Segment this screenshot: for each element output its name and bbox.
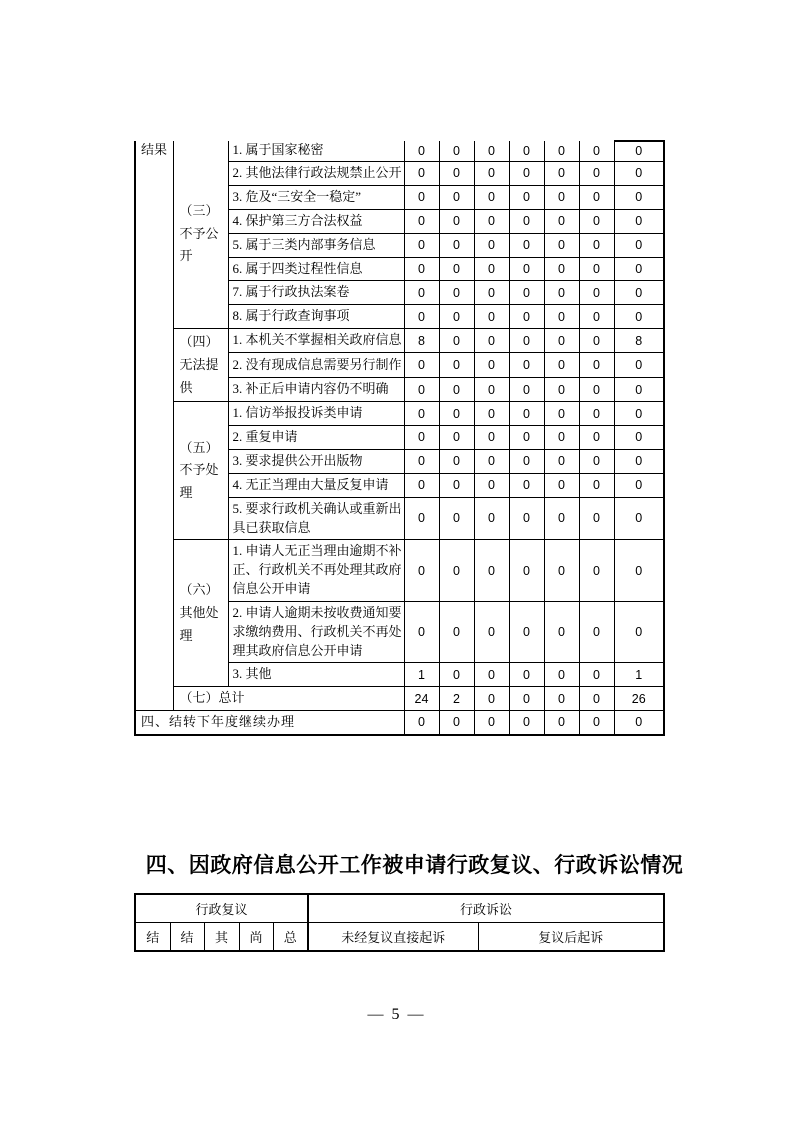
- carryover-value-cell: 0: [614, 711, 664, 735]
- value-cell: 0: [474, 305, 509, 329]
- sub-header-cell: 未经复议直接起诉: [308, 923, 478, 952]
- value-cell: 0: [474, 601, 509, 663]
- value-cell: 0: [614, 426, 664, 450]
- value-cell: 0: [439, 305, 474, 329]
- row-label-cell: 6. 属于四类过程性信息: [228, 257, 404, 281]
- value-cell: 0: [579, 141, 614, 162]
- carryover-value-cell: 0: [404, 711, 439, 735]
- value-cell: 8: [614, 329, 664, 353]
- value-cell: 0: [509, 497, 544, 540]
- row-label-cell: 7. 属于行政执法案卷: [228, 281, 404, 305]
- table-row: [135, 141, 664, 162]
- value-cell: 0: [544, 162, 579, 186]
- value-cell: 0: [439, 449, 474, 473]
- value-cell: 0: [544, 233, 579, 257]
- value-cell: 0: [544, 353, 579, 377]
- table-row: [135, 402, 664, 426]
- value-cell: 0: [404, 162, 439, 186]
- carryover-value-cell: 0: [509, 711, 544, 735]
- value-cell: 0: [579, 449, 614, 473]
- value-cell: 0: [474, 426, 509, 450]
- total-value-cell: 0: [579, 687, 614, 711]
- row-label-cell: 2. 申请人逾期未按收费通知要求缴纳费用、行政机关不再处理其政府信息公开申请: [228, 601, 404, 663]
- value-cell: 0: [404, 185, 439, 209]
- value-cell: 0: [439, 162, 474, 186]
- value-cell: 0: [579, 257, 614, 281]
- row-label-cell: 3. 其他: [228, 663, 404, 687]
- value-cell: 0: [439, 377, 474, 401]
- value-cell: 0: [509, 162, 544, 186]
- value-cell: 0: [614, 601, 664, 663]
- value-cell: 0: [474, 353, 509, 377]
- value-cell: 0: [439, 209, 474, 233]
- total-value-cell: 0: [474, 687, 509, 711]
- value-cell: 0: [544, 540, 579, 602]
- value-cell: 0: [579, 305, 614, 329]
- value-cell: 0: [474, 329, 509, 353]
- value-cell: 0: [439, 540, 474, 602]
- value-cell: 0: [439, 257, 474, 281]
- value-cell: 0: [579, 663, 614, 687]
- value-cell: 0: [509, 305, 544, 329]
- value-cell: 0: [579, 209, 614, 233]
- value-cell: 0: [614, 377, 664, 401]
- value-cell: 0: [404, 281, 439, 305]
- value-cell: 0: [579, 497, 614, 540]
- row-label-cell: 1. 信访举报投诉类申请: [228, 402, 404, 426]
- value-cell: 0: [509, 402, 544, 426]
- value-cell: 0: [614, 141, 664, 162]
- value-cell: 0: [614, 233, 664, 257]
- value-cell: 0: [439, 402, 474, 426]
- group-label-cell: （三）不予公开: [173, 141, 228, 329]
- value-cell: 0: [544, 426, 579, 450]
- value-cell: 0: [544, 601, 579, 663]
- value-cell: 0: [509, 377, 544, 401]
- value-cell: 0: [544, 185, 579, 209]
- value-cell: 0: [544, 281, 579, 305]
- value-cell: 0: [544, 257, 579, 281]
- table-row: [135, 687, 664, 711]
- value-cell: 0: [404, 426, 439, 450]
- value-cell: 0: [404, 141, 439, 162]
- value-cell: 0: [614, 185, 664, 209]
- side-label-cell: 结果: [135, 141, 173, 711]
- value-cell: 0: [509, 449, 544, 473]
- value-cell: 0: [474, 257, 509, 281]
- value-cell: 0: [544, 209, 579, 233]
- value-cell: 0: [579, 162, 614, 186]
- row-label-cell: 2. 重复申请: [228, 426, 404, 450]
- total-value-cell: 0: [544, 687, 579, 711]
- value-cell: 0: [579, 233, 614, 257]
- value-cell: 0: [579, 329, 614, 353]
- row-label-cell: 8. 属于行政查询事项: [228, 305, 404, 329]
- sub-header-cell: 其: [204, 923, 239, 952]
- value-cell: 0: [439, 353, 474, 377]
- value-cell: 0: [474, 209, 509, 233]
- carryover-label-cell: 四、结转下年度继续办理: [135, 711, 404, 735]
- value-cell: 0: [509, 233, 544, 257]
- value-cell: 0: [404, 353, 439, 377]
- value-cell: 0: [404, 377, 439, 401]
- value-cell: 0: [509, 185, 544, 209]
- value-cell: 0: [614, 353, 664, 377]
- value-cell: 0: [404, 402, 439, 426]
- value-cell: 1: [614, 663, 664, 687]
- column-group-cell: 行政诉讼: [308, 894, 664, 923]
- value-cell: 0: [544, 473, 579, 497]
- value-cell: 0: [439, 185, 474, 209]
- value-cell: 0: [474, 497, 509, 540]
- value-cell: 0: [579, 540, 614, 602]
- value-cell: 0: [474, 402, 509, 426]
- sub-header-cell: 总: [273, 923, 308, 952]
- value-cell: 0: [474, 449, 509, 473]
- value-cell: 0: [474, 141, 509, 162]
- value-cell: 0: [474, 473, 509, 497]
- value-cell: 0: [614, 209, 664, 233]
- value-cell: 0: [614, 162, 664, 186]
- row-label-cell: 1. 本机关不掌握相关政府信息: [228, 329, 404, 353]
- review-litigation-table: [134, 893, 665, 952]
- value-cell: 0: [404, 449, 439, 473]
- value-cell: 0: [579, 353, 614, 377]
- results-table: [134, 140, 665, 736]
- column-group-cell: 行政复议: [135, 894, 308, 923]
- table-row: [135, 711, 664, 735]
- value-cell: 0: [544, 663, 579, 687]
- table-row: [135, 329, 664, 353]
- value-cell: 0: [614, 281, 664, 305]
- row-label-cell: 1. 属于国家秘密: [228, 141, 404, 162]
- sub-header-cell: 结: [135, 923, 170, 952]
- row-label-cell: 3. 补正后申请内容仍不明确: [228, 377, 404, 401]
- value-cell: 8: [404, 329, 439, 353]
- row-label-cell: 2. 没有现成信息需要另行制作: [228, 353, 404, 377]
- value-cell: 0: [509, 353, 544, 377]
- value-cell: 0: [544, 449, 579, 473]
- value-cell: 0: [579, 402, 614, 426]
- value-cell: 0: [509, 663, 544, 687]
- value-cell: 0: [509, 426, 544, 450]
- value-cell: 0: [579, 473, 614, 497]
- row-label-cell: 5. 属于三类内部事务信息: [228, 233, 404, 257]
- page-number: — 5 —: [367, 1006, 426, 1023]
- value-cell: 0: [474, 185, 509, 209]
- sub-header-cell: 复议后起诉: [478, 923, 664, 952]
- value-cell: 0: [509, 540, 544, 602]
- value-cell: 0: [439, 281, 474, 305]
- value-cell: 0: [404, 305, 439, 329]
- value-cell: 0: [474, 233, 509, 257]
- sub-header-cell: 结: [170, 923, 204, 952]
- value-cell: 0: [439, 426, 474, 450]
- value-cell: 0: [614, 257, 664, 281]
- value-cell: 0: [509, 141, 544, 162]
- group-label-cell: （六）其他处理: [173, 540, 228, 687]
- value-cell: 0: [509, 473, 544, 497]
- value-cell: 0: [439, 663, 474, 687]
- carryover-value-cell: 0: [544, 711, 579, 735]
- carryover-value-cell: 0: [439, 711, 474, 735]
- value-cell: 0: [509, 601, 544, 663]
- row-label-cell: 2. 其他法律行政法规禁止公开: [228, 162, 404, 186]
- value-cell: 0: [544, 402, 579, 426]
- value-cell: 0: [509, 281, 544, 305]
- row-label-cell: 1. 申请人无正当理由逾期不补正、行政机关不再处理其政府信息公开申请: [228, 540, 404, 602]
- carryover-value-cell: 0: [579, 711, 614, 735]
- value-cell: 0: [614, 449, 664, 473]
- value-cell: 0: [439, 233, 474, 257]
- total-value-cell: 26: [614, 687, 664, 711]
- table-row: [135, 923, 664, 952]
- total-value-cell: 2: [439, 687, 474, 711]
- value-cell: 0: [579, 377, 614, 401]
- value-cell: 0: [474, 540, 509, 602]
- value-cell: 0: [509, 329, 544, 353]
- value-cell: 0: [404, 540, 439, 602]
- value-cell: 0: [439, 473, 474, 497]
- table-row: [135, 540, 664, 602]
- value-cell: 0: [614, 473, 664, 497]
- value-cell: 0: [404, 233, 439, 257]
- value-cell: 0: [614, 305, 664, 329]
- value-cell: 0: [579, 601, 614, 663]
- value-cell: 0: [614, 540, 664, 602]
- group-label-cell: （五）不予处理: [173, 402, 228, 540]
- value-cell: 0: [474, 663, 509, 687]
- value-cell: 0: [544, 497, 579, 540]
- value-cell: 0: [474, 162, 509, 186]
- section-heading: 四、因政府信息公开工作被申请行政复议、行政诉讼情况: [145, 854, 684, 877]
- total-value-cell: 0: [509, 687, 544, 711]
- value-cell: 0: [404, 473, 439, 497]
- row-label-cell: 3. 要求提供公开出版物: [228, 449, 404, 473]
- row-label-cell: 5. 要求行政机关确认或重新出具已获取信息: [228, 497, 404, 540]
- value-cell: 0: [614, 497, 664, 540]
- value-cell: 0: [579, 426, 614, 450]
- value-cell: 0: [439, 329, 474, 353]
- value-cell: 0: [404, 497, 439, 540]
- value-cell: 0: [544, 141, 579, 162]
- value-cell: 0: [509, 257, 544, 281]
- value-cell: 0: [404, 209, 439, 233]
- sub-header-cell: 尚: [239, 923, 273, 952]
- value-cell: 0: [439, 601, 474, 663]
- group-label-cell: （四）无法提供: [173, 329, 228, 402]
- row-label-cell: 4. 无正当理由大量反复申请: [228, 473, 404, 497]
- value-cell: 0: [544, 377, 579, 401]
- value-cell: 0: [439, 141, 474, 162]
- total-label-cell: （七）总计: [173, 687, 404, 711]
- carryover-value-cell: 0: [474, 711, 509, 735]
- value-cell: 0: [509, 209, 544, 233]
- value-cell: 0: [474, 281, 509, 305]
- value-cell: 0: [614, 402, 664, 426]
- value-cell: 0: [579, 185, 614, 209]
- value-cell: 0: [544, 329, 579, 353]
- row-label-cell: 4. 保护第三方合法权益: [228, 209, 404, 233]
- value-cell: 0: [439, 497, 474, 540]
- value-cell: 0: [544, 305, 579, 329]
- value-cell: 0: [404, 257, 439, 281]
- row-label-cell: 3. 危及“三安全一稳定”: [228, 185, 404, 209]
- table-row: [135, 894, 664, 923]
- value-cell: 0: [579, 281, 614, 305]
- total-value-cell: 24: [404, 687, 439, 711]
- value-cell: 0: [474, 377, 509, 401]
- value-cell: 0: [404, 601, 439, 663]
- value-cell: 1: [404, 663, 439, 687]
